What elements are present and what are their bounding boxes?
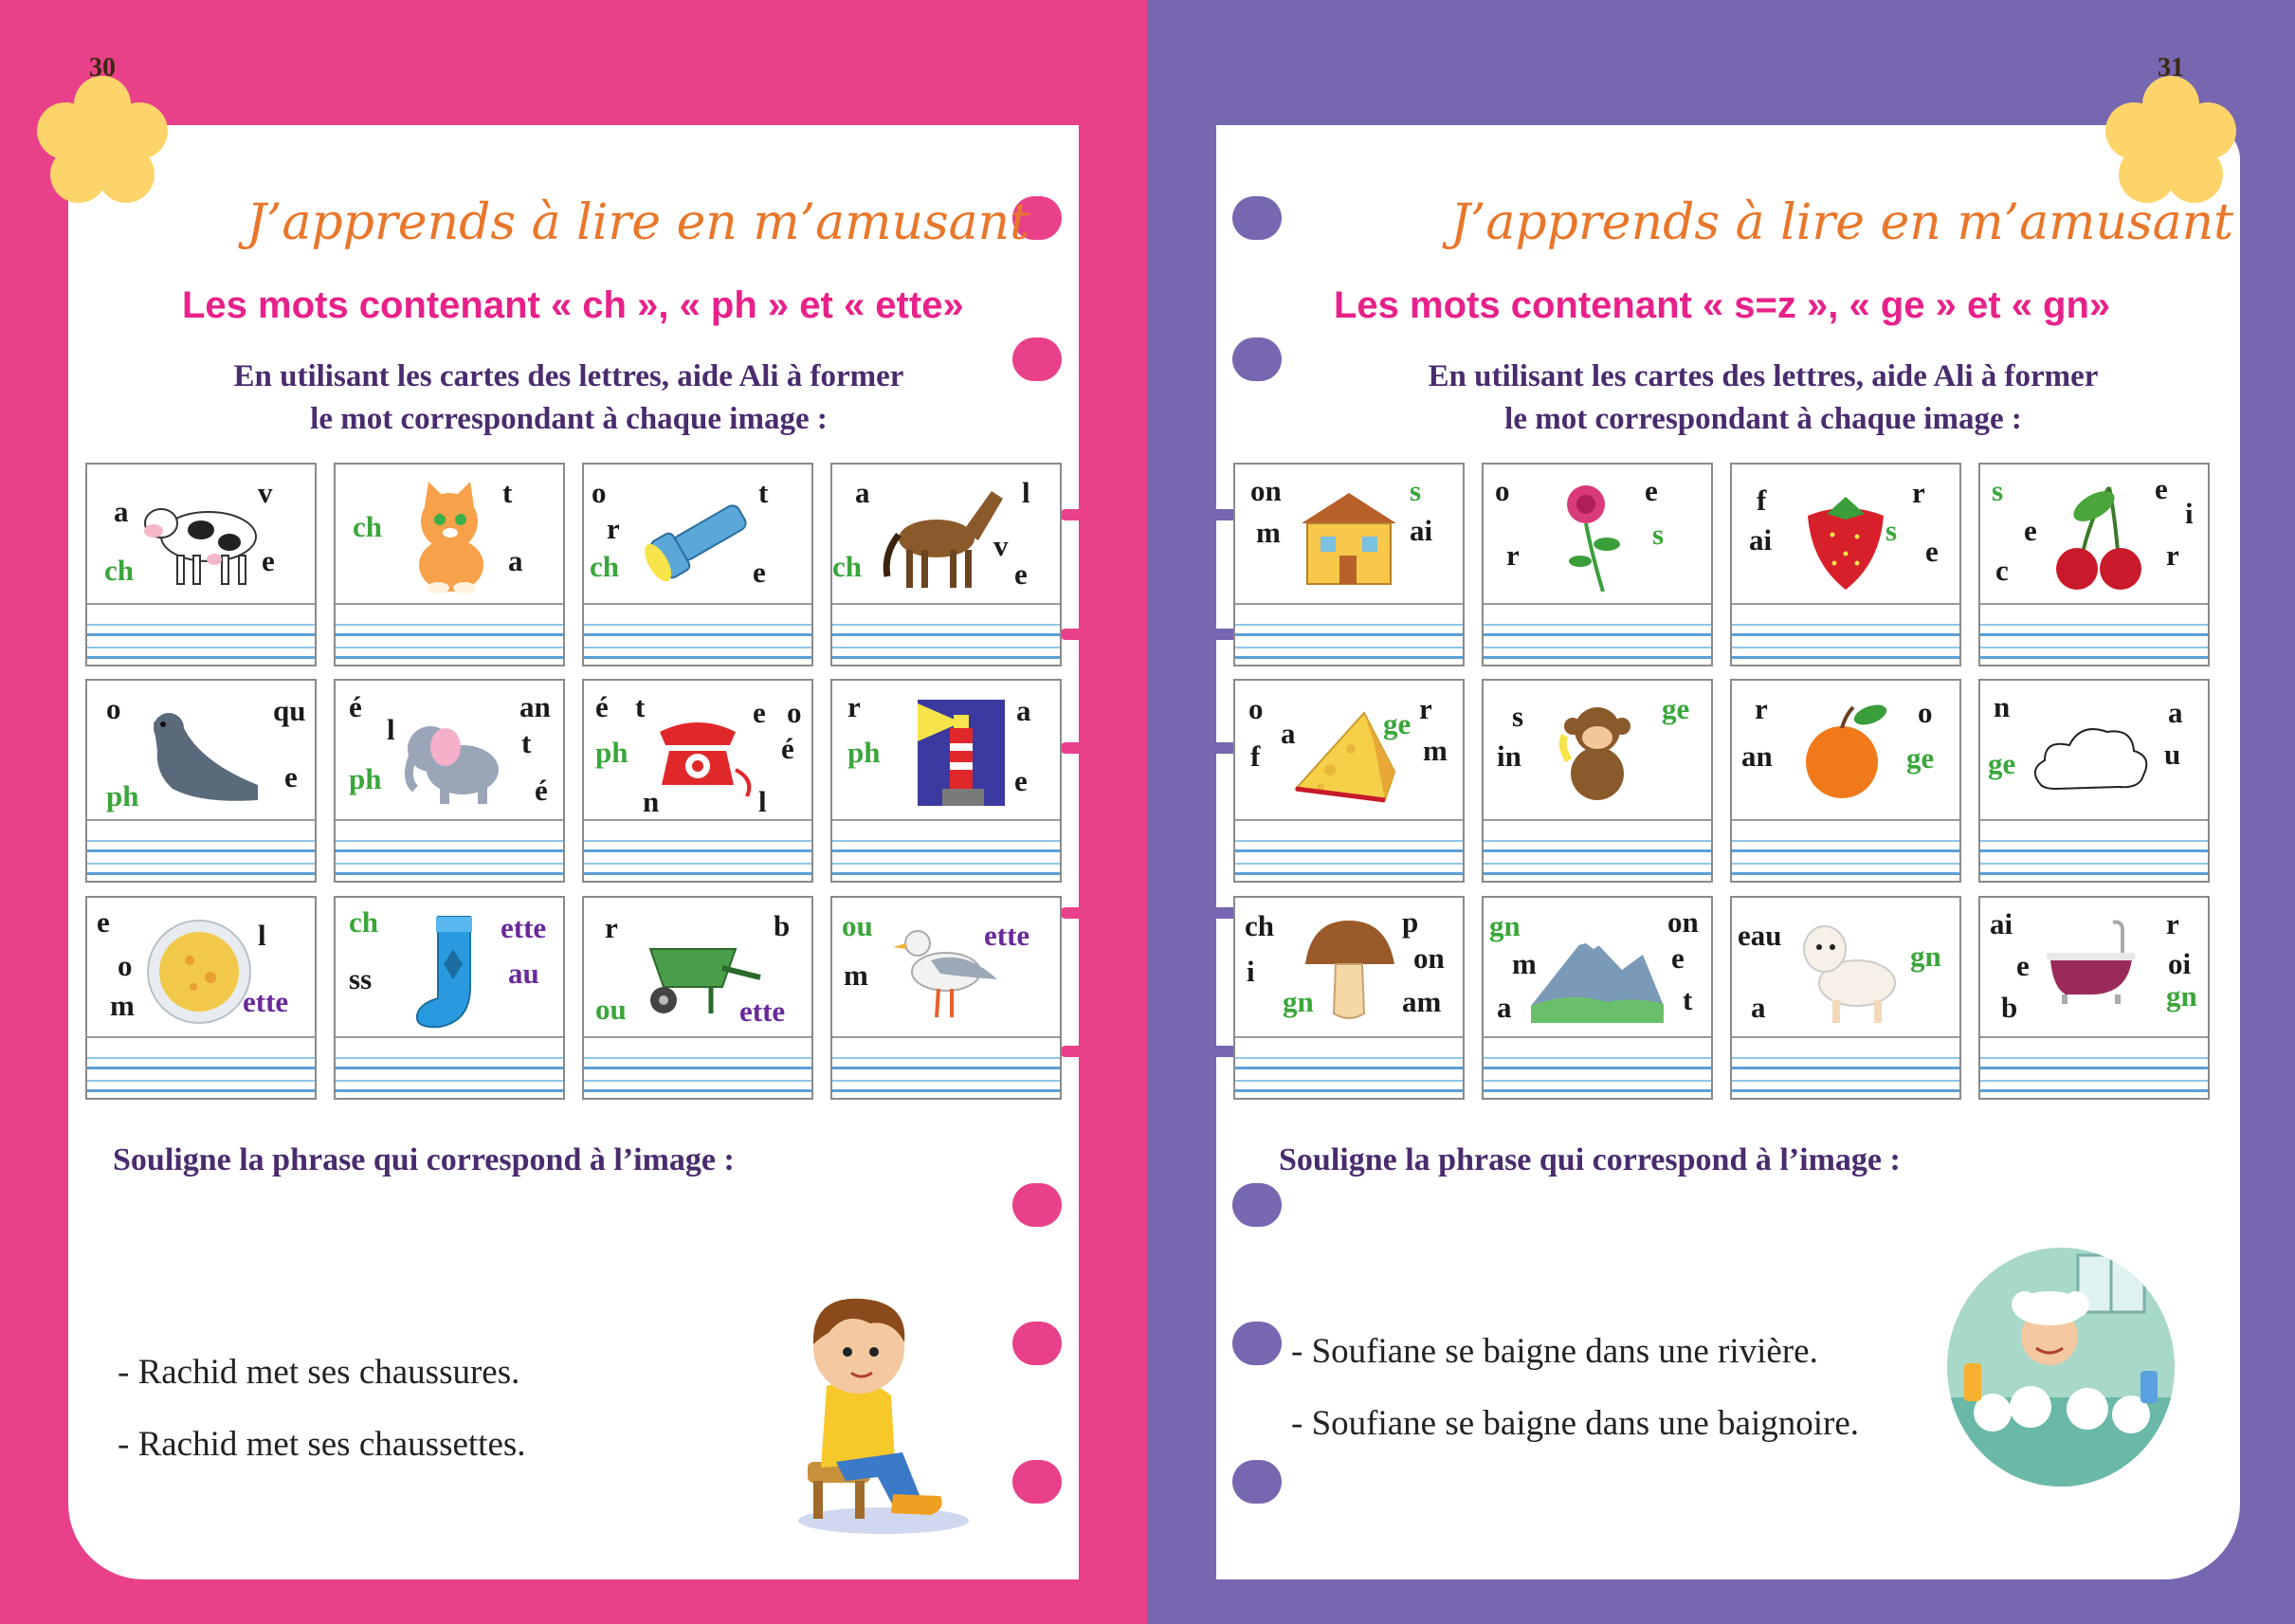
letter-card: r bbox=[2166, 907, 2179, 940]
letter-card: l bbox=[258, 919, 266, 952]
letter-card: ch bbox=[349, 905, 378, 939]
binder-ring bbox=[1232, 196, 1282, 240]
letter-card: i bbox=[2185, 497, 2194, 530]
letter-card: e bbox=[2024, 514, 2037, 547]
letter-card: t bbox=[758, 476, 769, 509]
letter-card: o bbox=[118, 949, 133, 982]
binder-ring bbox=[1012, 1460, 1062, 1504]
letter-card: l bbox=[387, 713, 395, 746]
page-number-right: 31 bbox=[2158, 53, 2184, 82]
letter-card: ch bbox=[832, 550, 862, 583]
letter-card: a bbox=[1016, 694, 1031, 727]
letter-card: r bbox=[607, 512, 620, 545]
letter-card: m bbox=[1423, 734, 1448, 767]
letter-card: é bbox=[349, 690, 362, 723]
word-card-mountain bbox=[1482, 896, 1713, 1100]
letter-card: ai bbox=[1990, 907, 2013, 940]
word-card-elephant bbox=[334, 679, 565, 883]
letter-card: e bbox=[1925, 535, 1939, 568]
letter-card: é bbox=[595, 690, 609, 723]
letter-card: s bbox=[1992, 474, 2004, 507]
binder-ring bbox=[1012, 338, 1062, 381]
letter-card: ette bbox=[243, 985, 289, 1018]
flashlight-illustration bbox=[631, 478, 764, 595]
letter-card: m bbox=[110, 989, 135, 1022]
instruction-right bbox=[1346, 356, 2180, 441]
boy-in-bathtub-illustration bbox=[1945, 1246, 2177, 1492]
boy-with-socks-illustration bbox=[779, 1282, 978, 1540]
letter-card: ch bbox=[590, 550, 619, 583]
letter-card: am bbox=[1402, 985, 1442, 1018]
binder-ring bbox=[1232, 1460, 1282, 1504]
letter-card: ch bbox=[104, 554, 134, 587]
letter-card: e bbox=[2016, 949, 2030, 982]
letter-card: eau bbox=[1738, 919, 1782, 952]
underline-question-right: Souligne la phrase qui correspond à l’image : bbox=[1279, 1142, 1901, 1177]
letter-card: é bbox=[781, 732, 794, 765]
letter-card: v bbox=[258, 476, 273, 509]
letter-card: e bbox=[1671, 941, 1685, 975]
lighthouse-illustration bbox=[880, 694, 1012, 812]
word-card-lamb bbox=[1730, 896, 1961, 1100]
house-illustration bbox=[1283, 478, 1415, 595]
letter-card: s bbox=[1652, 518, 1665, 551]
lamb-illustration bbox=[1779, 911, 1912, 1029]
letter-card: v bbox=[993, 529, 1009, 562]
letter-card: ph bbox=[847, 736, 881, 769]
letter-card: e bbox=[262, 544, 275, 577]
exercise-title-right: Les mots contenant « s=z », « ge » et « gn» bbox=[1334, 284, 2111, 326]
letter-card: ch bbox=[1245, 909, 1274, 942]
word-card-cherries bbox=[1978, 463, 2210, 666]
letter-card: o bbox=[787, 696, 802, 729]
letter-card: n bbox=[643, 785, 660, 818]
word-card-flashlight bbox=[582, 463, 813, 666]
letter-card: é bbox=[535, 774, 548, 807]
word-card-seal bbox=[85, 679, 317, 883]
word-card-cheese bbox=[1233, 679, 1465, 883]
letter-card: r bbox=[605, 911, 618, 944]
letter-card: r bbox=[1506, 538, 1520, 572]
letter-card: a bbox=[1281, 717, 1296, 750]
letter-card: t bbox=[1683, 983, 1693, 1016]
letter-card: t bbox=[502, 476, 513, 509]
letter-card: e bbox=[97, 905, 110, 939]
seal-illustration bbox=[135, 694, 267, 812]
page-header-left: J’apprends à lire en m’amusant bbox=[246, 194, 1030, 251]
instruction-line: En utilisant les cartes des lettres, aide Ali à former bbox=[233, 359, 904, 393]
letter-card: a bbox=[1497, 991, 1512, 1024]
letter-card: ette bbox=[739, 994, 786, 1028]
letter-card: t bbox=[521, 726, 532, 759]
letter-card: ge bbox=[1988, 747, 2016, 780]
letter-card: oi bbox=[2168, 947, 2192, 980]
sock-illustration bbox=[383, 911, 516, 1029]
letter-card: m bbox=[1512, 947, 1537, 980]
letter-card: ette bbox=[501, 911, 547, 944]
letter-card: ge bbox=[1906, 741, 1935, 775]
binder-stub bbox=[1060, 509, 1094, 520]
letter-card: gn bbox=[1283, 985, 1314, 1018]
letter-card: ss bbox=[349, 962, 373, 995]
letter-card: ou bbox=[595, 993, 627, 1026]
letter-card: r bbox=[1755, 692, 1768, 725]
letter-card: an bbox=[1741, 739, 1773, 773]
binder-stub bbox=[1060, 1046, 1094, 1057]
sentence-option[interactable]: - Soufiane se baigne dans une baignoire. bbox=[1291, 1404, 1860, 1443]
letter-card: b bbox=[774, 909, 791, 942]
letter-card: e bbox=[753, 696, 766, 729]
letter-card: ai bbox=[1410, 514, 1433, 547]
word-card-rose bbox=[1482, 463, 1713, 666]
letter-card: i bbox=[1247, 955, 1255, 988]
binder-stub bbox=[1060, 907, 1094, 919]
letter-card: a bbox=[2168, 696, 2183, 729]
letter-card: au bbox=[508, 957, 539, 990]
word-card-cat bbox=[334, 463, 565, 666]
cat-illustration bbox=[383, 478, 516, 595]
sentence-option[interactable]: - Rachid met ses chaussettes. bbox=[118, 1425, 526, 1464]
word-card-cow bbox=[85, 463, 317, 666]
letter-card: a bbox=[1751, 991, 1766, 1024]
binder-ring bbox=[1232, 338, 1282, 381]
letter-card: a bbox=[114, 495, 129, 528]
cow-illustration bbox=[135, 478, 267, 595]
letter-card: p bbox=[1402, 905, 1419, 939]
instruction-left bbox=[152, 356, 986, 441]
apricot-illustration bbox=[1779, 694, 1912, 812]
letter-card: s bbox=[1885, 514, 1898, 547]
letter-card: qu bbox=[273, 694, 306, 727]
letter-card: e bbox=[1645, 474, 1658, 507]
letter-card: l bbox=[758, 785, 767, 818]
binder-ring bbox=[1232, 1183, 1282, 1227]
sentence-option[interactable]: - Rachid met ses chaussures. bbox=[118, 1353, 520, 1392]
bathtub-illustration bbox=[2028, 911, 2160, 1029]
page-header-right: J’apprends à lire en m’amusant bbox=[1450, 194, 2234, 251]
binder-ring bbox=[1232, 1322, 1282, 1365]
binder-ring bbox=[1012, 1322, 1062, 1365]
word-card-wheelbarrow bbox=[582, 896, 813, 1100]
elephant-illustration bbox=[383, 694, 516, 812]
letter-card: ph bbox=[595, 736, 628, 769]
letter-card: ge bbox=[1383, 707, 1412, 740]
letter-card: s bbox=[1512, 700, 1524, 733]
letter-card: o bbox=[1495, 474, 1510, 507]
word-card-strawberry bbox=[1730, 463, 1961, 666]
word-card-omelette bbox=[85, 896, 317, 1100]
letter-card: l bbox=[1022, 476, 1030, 509]
letter-card: on bbox=[1413, 941, 1445, 975]
page-number-left: 30 bbox=[89, 53, 116, 82]
letter-card: m bbox=[844, 958, 868, 992]
word-card-horse bbox=[830, 463, 1062, 666]
binder-stub bbox=[1060, 629, 1094, 640]
sentence-option[interactable]: - Soufiane se baigne dans une rivière. bbox=[1291, 1332, 1818, 1371]
letter-card: gn bbox=[2166, 979, 2197, 1013]
word-card-apricot bbox=[1730, 679, 1961, 883]
letter-card: ette bbox=[984, 919, 1030, 952]
cloud-illustration bbox=[2028, 694, 2160, 812]
letter-card: t bbox=[635, 690, 646, 723]
letter-card: ge bbox=[1662, 692, 1690, 725]
instruction-line: En utilisant les cartes des lettres, aide Ali à former bbox=[1428, 359, 2099, 393]
letter-card: a bbox=[508, 544, 523, 577]
letter-card: b bbox=[2001, 991, 2018, 1024]
binder-ring bbox=[1012, 1183, 1062, 1227]
letter-card: e bbox=[2155, 472, 2168, 505]
word-card-house bbox=[1233, 463, 1465, 666]
flower-icon bbox=[2100, 72, 2242, 214]
letter-card: ai bbox=[1749, 523, 1773, 557]
letter-card: o bbox=[592, 476, 607, 509]
monkey-illustration bbox=[1531, 694, 1664, 812]
rose-illustration bbox=[1531, 474, 1664, 595]
word-card-cloud bbox=[1978, 679, 2210, 883]
exercise-title-left: Les mots contenant « ch », « ph » et « ette» bbox=[182, 284, 964, 326]
underline-question-left: Souligne la phrase qui correspond à l’image : bbox=[113, 1142, 735, 1177]
letter-card: e bbox=[753, 556, 766, 589]
letter-card: r bbox=[1419, 692, 1432, 725]
letter-card: o bbox=[1248, 692, 1264, 725]
letter-card: e bbox=[1014, 764, 1028, 797]
letter-card: c bbox=[1995, 554, 2009, 587]
letter-card: in bbox=[1497, 739, 1521, 773]
letter-card: r bbox=[1912, 476, 1925, 509]
letter-card: e bbox=[1014, 557, 1028, 591]
letter-card: ph bbox=[106, 779, 139, 812]
letter-card: o bbox=[1918, 696, 1933, 729]
flower-icon bbox=[31, 72, 173, 214]
horse-illustration bbox=[880, 478, 1012, 595]
letter-card: s bbox=[1410, 474, 1422, 507]
letter-card: f bbox=[1250, 739, 1261, 773]
letter-card: r bbox=[2166, 538, 2179, 572]
instruction-line: le mot correspondant à chaque image : bbox=[310, 402, 828, 436]
letter-card: gn bbox=[1489, 909, 1521, 942]
instruction-line: le mot correspondant à chaque image : bbox=[1504, 402, 2022, 436]
word-card-sock bbox=[334, 896, 565, 1100]
letter-card: on bbox=[1667, 905, 1699, 939]
letter-card: n bbox=[1994, 690, 2011, 723]
letter-card: m bbox=[1256, 516, 1281, 549]
word-card-bathtub bbox=[1978, 896, 2210, 1100]
word-card-monkey bbox=[1482, 679, 1713, 883]
word-card-telephone bbox=[582, 679, 813, 883]
letter-card: r bbox=[847, 690, 861, 723]
letter-card: ou bbox=[842, 909, 873, 942]
word-card-mushroom bbox=[1233, 896, 1465, 1100]
letter-card: gn bbox=[1910, 940, 1941, 973]
letter-card: u bbox=[2164, 738, 2181, 771]
letter-card: ch bbox=[353, 510, 382, 543]
letter-card: o bbox=[106, 692, 121, 725]
binder-stub bbox=[1060, 742, 1094, 754]
letter-card: an bbox=[519, 690, 551, 723]
letter-card: on bbox=[1250, 474, 1282, 507]
cherries-illustration bbox=[2028, 478, 2160, 595]
letter-card: ph bbox=[349, 762, 382, 795]
letter-card: a bbox=[855, 476, 870, 509]
letter-card: f bbox=[1757, 484, 1767, 517]
letter-card: e bbox=[284, 760, 298, 794]
word-card-lighthouse bbox=[830, 679, 1062, 883]
word-card-seagull bbox=[830, 896, 1062, 1100]
mountain-illustration bbox=[1531, 911, 1664, 1029]
